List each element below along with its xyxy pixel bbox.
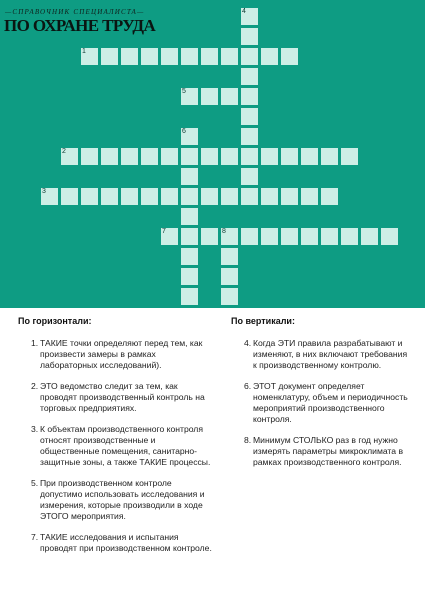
crossword-cell[interactable] bbox=[240, 27, 259, 46]
clue-text: Когда ЭТИ правила разрабатывают и изменяют, в них включают требования к производственному контролю. bbox=[253, 338, 408, 370]
crossword-cell[interactable] bbox=[220, 87, 239, 106]
across-clues bbox=[18, 316, 213, 564]
crossword-cell[interactable] bbox=[300, 147, 319, 166]
grid-number-6: 6 bbox=[182, 128, 186, 135]
crossword-cell[interactable] bbox=[220, 247, 239, 266]
grid-number-3: 3 bbox=[42, 188, 46, 195]
crossword-cell[interactable] bbox=[300, 227, 319, 246]
crossword-cell[interactable] bbox=[240, 227, 259, 246]
clue-across-2 bbox=[18, 381, 213, 414]
clue-number: 4. bbox=[244, 338, 252, 348]
crossword-cell[interactable] bbox=[140, 147, 159, 166]
clue-number: 2. bbox=[31, 381, 39, 391]
logo-title: ПО ОХРАНЕ ТРУДА bbox=[4, 16, 156, 35]
grid-number-5: 5 bbox=[182, 88, 186, 95]
crossword-cell[interactable] bbox=[220, 47, 239, 66]
crossword-cell[interactable] bbox=[240, 107, 259, 126]
clue-down-8 bbox=[231, 435, 413, 468]
crossword-cell[interactable] bbox=[140, 47, 159, 66]
clue-number: 5. bbox=[31, 478, 39, 488]
clue-number: 8. bbox=[244, 435, 252, 445]
logo-subtitle: —СПРАВОЧНИК СПЕЦИАЛИСТА— bbox=[5, 8, 145, 16]
crossword-cell[interactable] bbox=[320, 187, 339, 206]
crossword-cell[interactable] bbox=[240, 87, 259, 106]
crossword-cell[interactable] bbox=[260, 227, 279, 246]
clue-text: ЭТОТ документ определяет номенклатуру, объем и периодичность мероприятий производственного контроля. bbox=[253, 381, 408, 424]
clue-down-4 bbox=[231, 338, 413, 371]
clue-across-5 bbox=[18, 478, 213, 522]
crossword-cell[interactable] bbox=[100, 147, 119, 166]
crossword-cell[interactable] bbox=[60, 187, 79, 206]
clue-number: 6. bbox=[244, 381, 252, 391]
clue-number: 1. bbox=[31, 338, 39, 348]
crossword-cell[interactable] bbox=[160, 187, 179, 206]
crossword-cell[interactable] bbox=[120, 47, 139, 66]
crossword-cell[interactable] bbox=[260, 47, 279, 66]
crossword-cell[interactable] bbox=[240, 167, 259, 186]
crossword-cell[interactable] bbox=[260, 187, 279, 206]
clue-across-7 bbox=[18, 532, 213, 554]
down-clues bbox=[231, 316, 413, 478]
crossword-cell[interactable] bbox=[380, 227, 399, 246]
crossword-cell[interactable] bbox=[340, 147, 359, 166]
crossword-cell[interactable] bbox=[180, 167, 199, 186]
crossword-cell[interactable] bbox=[100, 47, 119, 66]
crossword-cell[interactable] bbox=[160, 47, 179, 66]
across-heading: По горизонтали: bbox=[18, 316, 92, 326]
crossword-cell[interactable] bbox=[80, 147, 99, 166]
crossword-cell[interactable] bbox=[280, 227, 299, 246]
crossword-cell[interactable] bbox=[180, 187, 199, 206]
clue-text: Минимум СТОЛЬКО раз в год нужно измерять параметры микроклимата в рамках производственного контроля. bbox=[253, 435, 404, 467]
crossword-cell[interactable] bbox=[140, 187, 159, 206]
grid-number-7: 7 bbox=[162, 228, 166, 235]
clue-across-1 bbox=[18, 338, 213, 371]
crossword-cell[interactable] bbox=[160, 147, 179, 166]
grid-number-1: 1 bbox=[82, 48, 86, 55]
clue-text: При производственном контроле допустимо использовать исследования и измерения, которые производили в ходе ЭТОГО мероприятия. bbox=[40, 478, 205, 521]
crossword-cell[interactable] bbox=[180, 287, 199, 306]
crossword-cell[interactable] bbox=[320, 147, 339, 166]
clue-down-6 bbox=[231, 381, 413, 425]
clue-number: 3. bbox=[31, 424, 39, 434]
grid-number-4: 4 bbox=[242, 8, 246, 15]
crossword-cell[interactable] bbox=[200, 187, 219, 206]
crossword-cell[interactable] bbox=[120, 187, 139, 206]
crossword-cell[interactable] bbox=[280, 47, 299, 66]
crossword-cell[interactable] bbox=[360, 227, 379, 246]
crossword-cell[interactable] bbox=[220, 267, 239, 286]
crossword-cell[interactable] bbox=[320, 227, 339, 246]
crossword-cell[interactable] bbox=[260, 147, 279, 166]
clue-text: ТАКИЕ точки определяют перед тем, как произвести замеры в рамках лабораторных исследований). bbox=[40, 338, 203, 370]
crossword-cell[interactable] bbox=[240, 47, 259, 66]
crossword-cell[interactable] bbox=[180, 227, 199, 246]
crossword-cell[interactable] bbox=[340, 227, 359, 246]
grid-number-2: 2 bbox=[62, 148, 66, 155]
crossword-cell[interactable] bbox=[200, 87, 219, 106]
clue-number: 7. bbox=[31, 532, 39, 542]
clue-text: К объектам производственного контроля относят производственные и общественные помещения, санитарно-защитные зоны, а также ТАКИЕ процессы. bbox=[40, 424, 211, 467]
crossword-cell[interactable] bbox=[240, 147, 259, 166]
grid-number-8: 8 bbox=[222, 228, 226, 235]
crossword-cell[interactable] bbox=[240, 127, 259, 146]
clue-text: ЭТО ведомство следит за тем, как проводят производственный контроль на торговых предприятиях. bbox=[40, 381, 205, 413]
crossword-cell[interactable] bbox=[200, 147, 219, 166]
crossword-cell[interactable] bbox=[200, 227, 219, 246]
crossword-cell[interactable] bbox=[100, 187, 119, 206]
crossword-cell[interactable] bbox=[240, 67, 259, 86]
crossword-cell[interactable] bbox=[180, 247, 199, 266]
crossword-cell[interactable] bbox=[80, 187, 99, 206]
down-heading: По вертикали: bbox=[231, 316, 295, 326]
crossword-cell[interactable] bbox=[180, 47, 199, 66]
crossword-cell[interactable] bbox=[300, 187, 319, 206]
crossword-cell[interactable] bbox=[180, 147, 199, 166]
crossword-cell[interactable] bbox=[180, 267, 199, 286]
crossword-cell[interactable] bbox=[220, 187, 239, 206]
crossword-cell[interactable] bbox=[280, 147, 299, 166]
crossword-cell[interactable] bbox=[180, 207, 199, 226]
crossword-cell[interactable] bbox=[120, 147, 139, 166]
crossword-cell[interactable] bbox=[220, 287, 239, 306]
clue-across-3 bbox=[18, 424, 213, 468]
crossword-cell[interactable] bbox=[220, 147, 239, 166]
crossword-cell[interactable] bbox=[200, 47, 219, 66]
crossword-cell[interactable] bbox=[280, 187, 299, 206]
clue-text: ТАКИЕ исследования и испытания проводят при производственном контроле. bbox=[40, 532, 212, 553]
crossword-cell[interactable] bbox=[240, 187, 259, 206]
